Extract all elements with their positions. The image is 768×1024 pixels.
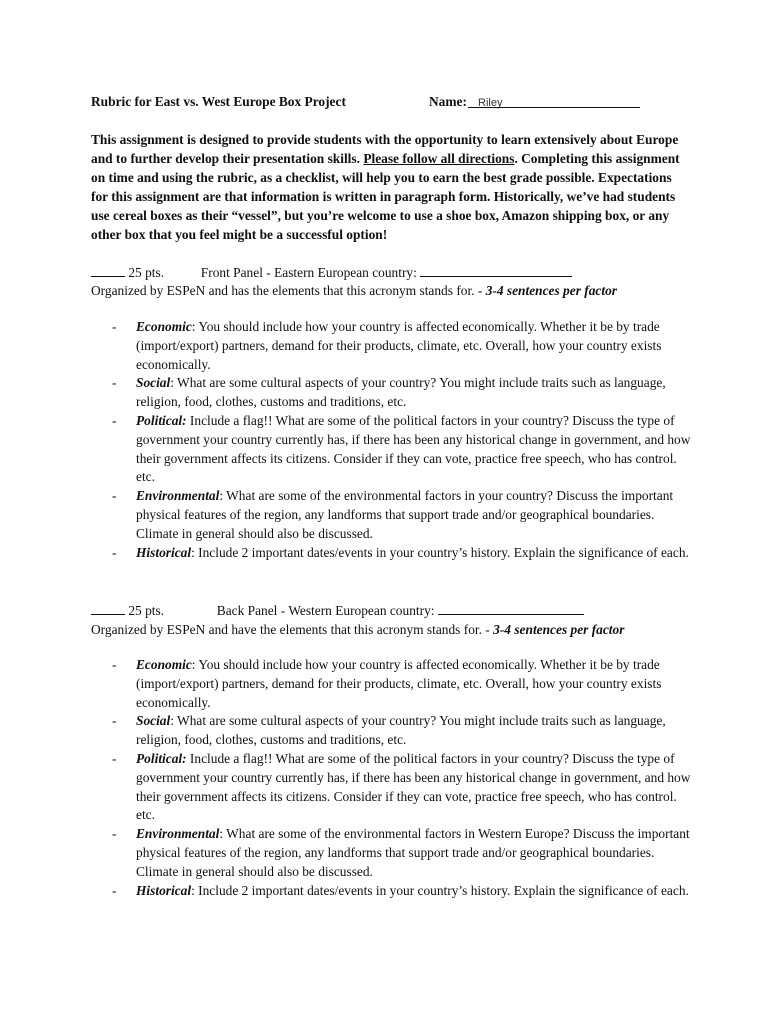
student-name: Riley: [478, 97, 503, 109]
name-label: Name:: [429, 94, 467, 109]
list-item: - Political: Include a flag!! What are some of the political factors in your country? Discuss the type of government your country currently has, if there has been any historical change in government, and how their government affects its citizens. Consider if they can vote, practice free speech, who has control. etc.: [112, 412, 691, 485]
factor-name: Social: [136, 713, 171, 729]
intro-underlined: Please follow all directions: [363, 151, 515, 166]
country-blank: [420, 263, 572, 277]
factor-text: : What are some cultural aspects of your country? You might include traits such as language, religion, food, clothes, customs and traditions, etc.: [136, 713, 666, 748]
points-blank: [91, 601, 125, 615]
factor-text: Include a flag!! What are some of the political factors in your country? Discuss the type of government your country currently has, if there has been any historical change in government, and how their government affects its citizens. Consider if they can vote, practice free speech, who has control. etc.: [136, 750, 691, 823]
factor-text: : What are some cultural aspects of your country? You might include traits such as language, religion, food, clothes, customs and traditions, etc.: [136, 375, 666, 410]
factor-text: : Include 2 important dates/events in your country’s history. Explain the significance of each.: [191, 882, 689, 898]
factor-name: Historical: [136, 544, 192, 560]
factor-name: Environmental: [136, 826, 220, 842]
factor-name: Economic: [136, 657, 192, 672]
factor-text: : Include 2 important dates/events in your country’s history. Explain the significance of each.: [191, 544, 689, 560]
list-item: - Economic: You should include how your country is affected economically. Whether it be by trade (import/export) partners, demand for their products, climate, etc. Overall, how your country exists economically.: [112, 319, 662, 372]
section-back-subtitle: [91, 620, 711, 639]
points-label: 25 pts.: [128, 603, 165, 618]
subtitle-emphasis: 3-4 sentences per factor: [485, 283, 617, 298]
list-item: - Economic: You should include how your country is affected economically. Whether it be by trade (import/export) partners, demand for their products, climate, etc. Overall, how your country exists economically.: [112, 657, 662, 710]
factor-name: Social: [136, 375, 171, 391]
section-front-header: [91, 263, 711, 282]
factor-name: Environmental: [136, 488, 220, 504]
back-factor-list: [112, 656, 692, 900]
list-item: - Historical: Include 2 important dates/events in your country’s history. Explain the significance of each.: [112, 882, 689, 898]
intro-paragraph: [91, 130, 691, 244]
list-item: - Political: Include a flag!! What are some of the political factors in your country? Discuss the type of government your country currently has, if there has been any historical change in government, and how their government affects its citizens. Consider if they can vote, practice free speech, who has control. etc.: [112, 750, 691, 823]
section-back-header: [91, 601, 711, 620]
factor-name: Historical: [136, 882, 192, 898]
points-blank: [91, 263, 125, 277]
points-label: 25 pts.: [128, 265, 165, 280]
panel-label: Front Panel - Eastern European country:: [200, 265, 417, 280]
panel-label: Back Panel - Western European country:: [216, 603, 435, 618]
section-front-subtitle: [91, 281, 711, 300]
front-factor-list: [112, 318, 692, 562]
list-item: - Environmental: What are some of the environmental factors in your country? Discuss the important physical features of the region, any landforms that support trade and/or geographical boundaries. Climate in general should also be discussed.: [112, 488, 674, 541]
factor-name: Political:: [136, 750, 187, 766]
factor-name: Political:: [136, 412, 187, 428]
list-item: - Social: What are some cultural aspects of your country? You might include traits such as language, religion, food, clothes, customs and traditions, etc.: [112, 375, 666, 410]
factor-text: : You should include how your country is affected economically. Whether it be by trade (import/export) partners, demand for their products, climate, etc. Overall, how your country exists economically.: [136, 319, 662, 372]
factor-name: Economic: [136, 319, 192, 334]
subtitle-text: Organized by ESPeN and have the elements that this acronym stands for. -: [91, 622, 490, 637]
list-item: - Historical: Include 2 important dates/events in your country’s history. Explain the significance of each.: [112, 544, 689, 560]
factor-text: Include a flag!! What are some of the political factors in your country? Discuss the type of government your country currently has, if there has been any historical change in government, and how their government affects its citizens. Consider if they can vote, practice free speech, who has control. etc.: [136, 412, 691, 485]
intro-text-2: . Completing this assignment on time and using the rubric, as a checklist, will help you to earn the best grade possible. Expectations for this assignment are that information is written in paragraph form. Historically, we’ve had students use cereal boxes as their “vessel”, but you’re welcome to use a shoe box, Amazon shipping box, or any other box that you feel might be a successful option!: [91, 151, 680, 242]
document-title: Rubric for East vs. West Europe Box Project: [91, 94, 346, 109]
factor-text: : What are some of the environmental factors in Western Europe? Discuss the important physical features of the region, any landforms that support trade and/or geographical boundaries. Climate in general should also be discussed.: [136, 826, 690, 879]
intro-text-1: This assignment is designed to provide students with the opportunity to learn extensively about Europe and to further develop their presentation skills.: [91, 132, 679, 166]
list-item: - Environmental: What are some of the environmental factors in Western Europe? Discuss the important physical features of the region, any landforms that support trade and/or geographical boundaries. Climate in general should also be discussed.: [112, 826, 690, 879]
subtitle-text: Organized by ESPeN and has the elements that this acronym stands for. -: [91, 283, 483, 298]
country-blank: [438, 601, 584, 615]
factor-text: : What are some of the environmental factors in your country? Discuss the important physical features of the region, any landforms that support trade and/or geographical boundaries. Climate in general should also be discussed.: [136, 488, 674, 541]
list-item: - Social: What are some cultural aspects of your country? You might include traits such as language, religion, food, clothes, customs and traditions, etc.: [112, 713, 666, 748]
factor-text: : You should include how your country is affected economically. Whether it be by trade (import/export) partners, demand for their products, climate, etc. Overall, how your country exists economically.: [136, 657, 662, 710]
subtitle-emphasis: 3-4 sentences per factor: [493, 622, 625, 637]
